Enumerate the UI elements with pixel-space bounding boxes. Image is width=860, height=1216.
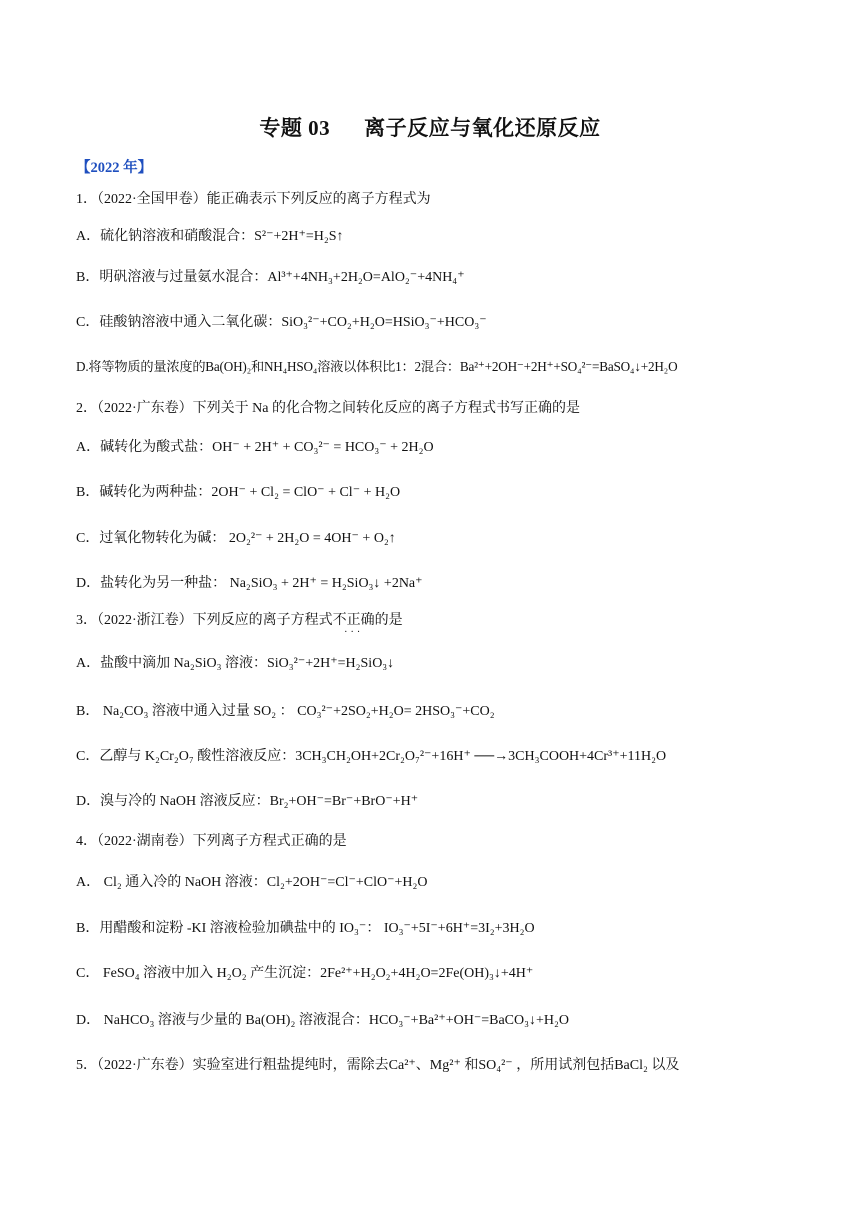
question-2-stem: 2．（2022·广东卷）下列关于 Na 的化合物之间转化反应的离子方程式书写正确的是 xyxy=(76,401,580,416)
title-main: 离子反应与氧化还原反应 xyxy=(364,116,601,140)
question-3-option-d: D．溴与冷的 NaOH 溶液反应：Br₂+OH⁻=Br⁻+BrO⁻+H⁺ xyxy=(76,794,419,809)
question-1-option-c: C．硅酸钠溶液中通入二氧化碳：SiO₃²⁻+CO₂+H₂O=HSiO₃⁻+HCO₃⁻ xyxy=(76,315,487,330)
question-4-option-c: C． FeSO₄ 溶液中加入 H₂O₂ 产生沉淀：2Fe²⁺+H₂O₂+4H₂O=2Fe(OH)₃↓+4H⁺ xyxy=(76,966,534,981)
question-3-option-b: B． Na₂CO₃ 溶液中通入过量 SO₂ ： CO₃²⁻+2SO₂+H₂O= 2HSO₃⁻+CO₂ xyxy=(76,704,495,719)
question-3-emphasis xyxy=(332,612,375,638)
question-1-stem: 1．（2022·全国甲卷）能正确表示下列反应的离子方程式为 xyxy=(76,192,431,207)
question-5-stem: 5．（2022·广东卷）实验室进行粗盐提纯时，需除去Ca²⁺、Mg²⁺ 和SO₄²⁻ ，所用试剂包括BaCl₂ 以及 xyxy=(76,1058,680,1073)
question-3-stem xyxy=(76,612,403,638)
question-4-stem: 4．（2022·湖南卷）下列离子方程式正确的是 xyxy=(76,834,347,849)
question-3-stem-after: 的是 xyxy=(374,613,403,628)
page-title xyxy=(0,112,860,142)
question-2-option-a: A．碱转化为酸式盐：OH⁻ + 2H⁺ + CO₃²⁻ = HCO₃⁻ + 2H₂O xyxy=(76,440,434,455)
question-4-option-a: A． Cl₂ 通入冷的 NaOH 溶液：Cl₂+2OH⁻=Cl⁻+ClO⁻+H₂O xyxy=(76,875,428,890)
question-2-option-b: B．碱转化为两种盐：2OH⁻ + Cl₂ = ClO⁻ + Cl⁻ + H₂O xyxy=(76,485,401,500)
question-2-option-c: C．过氧化物转化为碱： 2O₂²⁻ + 2H₂O = 4OH⁻ + O₂↑ xyxy=(76,531,396,546)
question-3-stem-before: 3．（2022·浙江卷）下列反应的离子方程式 xyxy=(76,613,333,628)
question-3-option-c: C．乙醇与 K₂Cr₂O₇ 酸性溶液反应：3CH₃CH₂OH+2Cr₂O₇²⁻+16H⁺ ──→3CH₃COOH+4Cr³⁺+11H₂O xyxy=(76,749,667,764)
question-4-option-b: B．用醋酸和淀粉 -KI 溶液检验加碘盐中的 IO₃⁻： IO₃⁻+5I⁻+6H⁺=3I₂+3H₂O xyxy=(76,921,535,936)
title-prefix: 专题 03 xyxy=(259,116,331,140)
question-1-option-a: A．硫化钠溶液和硝酸混合：S²⁻+2H⁺=H₂S↑ xyxy=(76,229,344,244)
question-2-option-d: D．盐转化为另一种盐： Na₂SiO₃ + 2H⁺ = H₂SiO₃↓ +2Na⁺ xyxy=(76,576,423,591)
emphasis-dots: ··· xyxy=(344,627,364,638)
year-section-label: 【2022 年】 xyxy=(76,160,153,176)
question-1-option-b: B．明矾溶液与过量氨水混合：Al³⁺+4NH₃+2H₂O=AlO₂⁻+4NH₄⁺ xyxy=(76,270,465,285)
question-3-emphasis-text: 不正确 xyxy=(332,613,375,628)
question-3-option-a: A．盐酸中滴加 Na₂SiO₃ 溶液：SiO₃²⁻+2H⁺=H₂SiO₃↓ xyxy=(76,656,395,671)
question-4-option-d: D． NaHCO₃ 溶液与少量的 Ba(OH)₂ 溶液混合：HCO₃⁻+Ba²⁺+OH⁻=BaCO₃↓+H₂O xyxy=(76,1013,569,1028)
question-1-option-d: D.将等物质的量浓度的Ba(OH)₂和NH₄HSO₄溶液以体积比1：2混合：Ba²⁺+2OH⁻+2H⁺+SO₄²⁻=BaSO₄↓+2H₂O xyxy=(76,359,678,374)
